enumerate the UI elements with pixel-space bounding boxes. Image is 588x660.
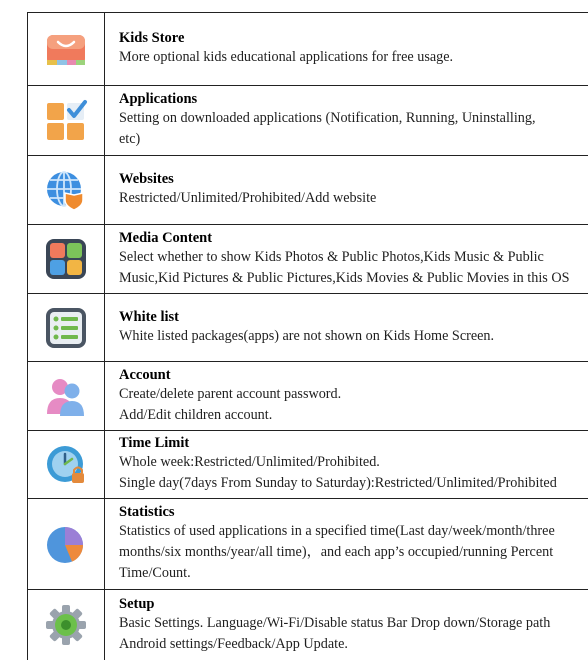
icon-cell	[28, 590, 105, 660]
row-description-line: Music,Kid Pictures & Public Pictures,Kids Movies & Public Movies in this OS	[119, 269, 570, 286]
row-description-line: Restricted/Unlimited/Prohibited/Add website	[119, 190, 377, 206]
icon-cell	[28, 431, 105, 498]
row-description-line: Single day(7days From Sunday to Saturday):Restricted/Unlimited/Prohibited	[119, 475, 557, 491]
table-row	[28, 294, 588, 362]
table-row	[28, 156, 588, 225]
row-description-line: More optional kids educational applications for free usage.	[119, 49, 454, 65]
row-title: Setup	[119, 596, 155, 612]
row-title: Applications	[119, 91, 198, 107]
icon-cell	[28, 225, 105, 293]
row-description-line: months/six months/year/all time)，and each app’s occupied/running Percent	[119, 544, 554, 560]
icon-cell	[28, 156, 105, 224]
table-row	[28, 225, 588, 294]
text-cell	[105, 294, 494, 361]
text-cell	[105, 225, 569, 293]
row-title: Websites	[119, 171, 174, 187]
text-cell	[105, 156, 376, 224]
row-description-line: White listed packages(apps) are not shown on Kids Home Screen.	[119, 327, 495, 344]
table-row	[28, 590, 588, 660]
icon-cell	[28, 499, 105, 589]
row-title: Account	[119, 366, 171, 383]
row-title: White list	[119, 308, 180, 325]
text-cell	[105, 86, 536, 155]
text-cell	[105, 362, 341, 430]
table-row	[28, 431, 588, 499]
text-cell	[105, 13, 453, 85]
row-description-line: Android settings/Feedback/App Update.	[119, 636, 348, 652]
row-title: Kids Store	[119, 30, 185, 46]
icon-cell	[28, 294, 105, 361]
row-description-line: etc)	[119, 131, 141, 147]
table-row	[28, 86, 588, 156]
text-cell	[105, 590, 550, 660]
row-description-line: Add/Edit children account.	[119, 406, 273, 423]
features-table	[27, 12, 588, 660]
row-description-line: Create/delete parent account password.	[119, 385, 342, 402]
shopping-bag-icon	[44, 27, 88, 71]
table-row	[28, 13, 588, 86]
table-row	[28, 499, 588, 590]
row-title: Time Limit	[119, 435, 190, 451]
row-title: Statistics	[119, 504, 175, 520]
media-tiles-icon	[44, 237, 88, 281]
row-description-line: Statistics of used applications in a specified time(Last day/week/month/three	[119, 523, 555, 539]
row-description-line: Select whether to show Kids Photos & Public Photos,Kids Music & Public	[119, 248, 544, 265]
row-description-line: Basic Settings. Language/Wi-Fi/Disable status Bar Drop down/Storage path	[119, 615, 551, 631]
text-cell	[105, 431, 557, 498]
icon-cell	[28, 86, 105, 155]
row-description-line: Setting on downloaded applications (Notification, Running, Uninstalling,	[119, 110, 536, 126]
row-title: Media Content	[119, 229, 213, 246]
pie-chart-icon	[44, 522, 88, 566]
app-grid-checkmark-icon	[44, 99, 88, 143]
icon-cell	[28, 13, 105, 85]
clock-lock-icon	[44, 443, 88, 487]
row-description-line: Time/Count.	[119, 565, 191, 581]
icon-cell	[28, 362, 105, 430]
users-icon	[44, 374, 88, 418]
row-description-line: Whole week:Restricted/Unlimited/Prohibited.	[119, 454, 380, 470]
globe-shield-icon	[44, 168, 88, 212]
gear-icon	[44, 603, 88, 647]
text-cell	[105, 499, 555, 589]
table-row	[28, 362, 588, 431]
checklist-icon	[44, 306, 88, 350]
